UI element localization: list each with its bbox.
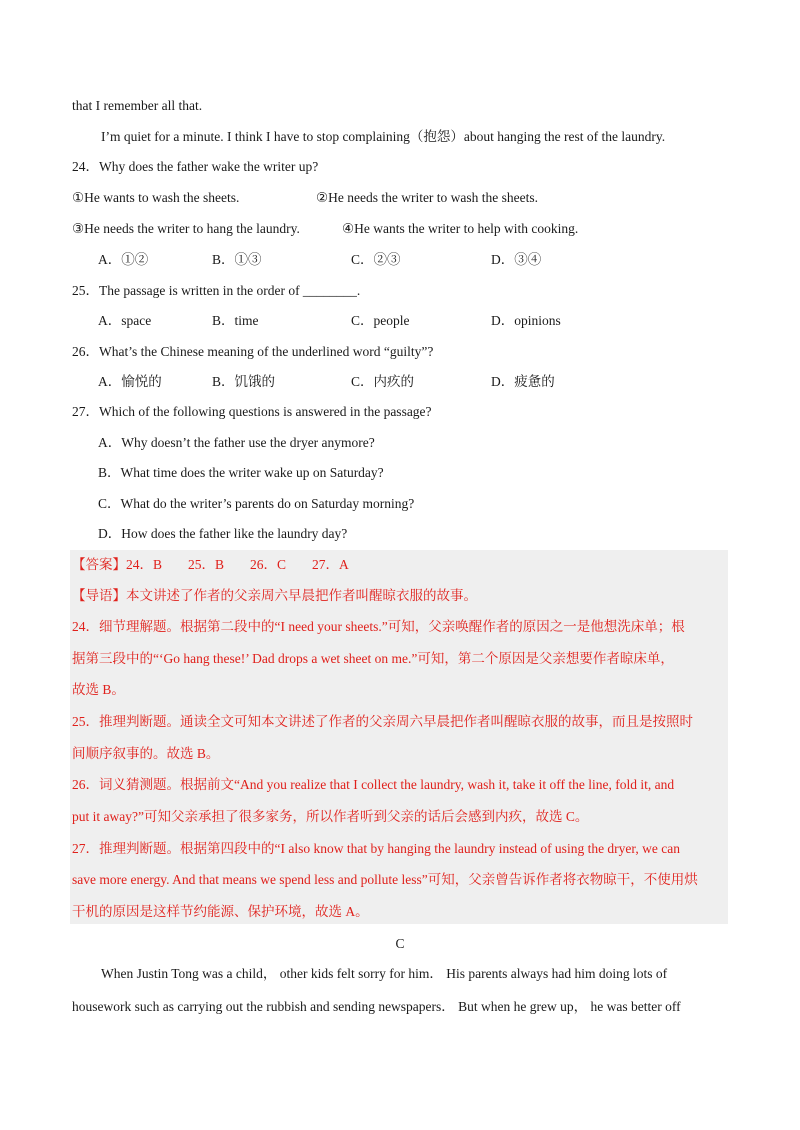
explanation-26-line-1: 26．词义猜测题。根据前文“And you realize that I collect the laundry, wash it, take it off the line, fold it, and — [72, 777, 675, 792]
answer-27: 27．A — [312, 557, 349, 572]
explanation-25-line-1: 25．推理判断题。通读全文可知本文讲述了作者的父亲周六早晨把作者叫醒晾衣服的故事，而且是按照时 — [72, 714, 693, 729]
answer-25: 25．B — [188, 557, 225, 572]
guide-text: 本文讲述了作者的父亲周六早晨把作者叫醒晾衣服的故事。 — [126, 588, 477, 603]
section-heading: C — [395, 936, 405, 951]
q27-option-d: D．How does the father like the laundry day? — [98, 526, 348, 541]
passage-line-1: When Justin Tong was a child， other kids felt sorry for him． His parents always had him doing lots of — [101, 966, 668, 981]
q27-option-c: C．What do the writer’s parents do on Saturday morning? — [98, 496, 415, 511]
q27-option-a: A．Why doesn’t the father use the dryer anymore? — [98, 435, 375, 450]
explanation-27-line-1: 27．推理判断题。根据第四段中的“I also know that by hanging the laundry instead of using the dryer, we can — [72, 841, 680, 856]
q25-option-d: D．opinions — [491, 313, 561, 328]
guide-label: 【导语】 — [72, 588, 126, 603]
q25-option-c: C．people — [351, 313, 410, 328]
q24-option-d: D．③④ — [491, 252, 542, 267]
q26-option-b: B．饥饿的 — [212, 374, 276, 389]
explanation-25-line-2: 间顺序叙事的。故选 B。 — [72, 746, 220, 761]
statement-3: ③He needs the writer to hang the laundry. — [72, 221, 300, 236]
explanation-27-line-3: 干机的原因是这样节约能源、保护环境，故选 A。 — [72, 904, 369, 919]
intro-line-1: that I remember all that. — [72, 98, 203, 113]
guide-line — [72, 587, 477, 605]
statement-1: ①He wants to wash the sheets. — [72, 190, 240, 205]
explanation-24-line-1: 24．细节理解题。根据第二段中的“I need your sheets.”可知，父亲唤醒作者的原因之一是他想洗床单；根 — [72, 619, 685, 634]
answer-line — [72, 556, 349, 574]
q24-option-a: A．①② — [98, 252, 149, 267]
q24-option-b: B．①③ — [212, 252, 262, 267]
passage-line-2: housework such as carrying out the rubbish and sending newspapers． But when he grew up， he was better off — [72, 999, 681, 1014]
question-25: 25．The passage is written in the order of ________. — [72, 283, 361, 298]
question-27: 27．Which of the following questions is answered in the passage? — [72, 404, 432, 419]
q24-option-c: C．②③ — [351, 252, 401, 267]
q26-option-d: D．疲惫的 — [491, 374, 555, 389]
q27-option-b: B．What time does the writer wake up on Saturday? — [98, 465, 384, 480]
question-24: 24．Why does the father wake the writer up? — [72, 159, 319, 174]
explanation-27-line-2: save more energy. And that means we spend less and pollute less”可知，父亲曾告诉作者将衣物晾干，不使用烘 — [72, 872, 698, 887]
q26-option-a: A．愉悦的 — [98, 374, 162, 389]
question-26: 26．What’s the Chinese meaning of the underlined word “guilty”? — [72, 344, 434, 359]
answer-24: 24．B — [126, 557, 163, 572]
statement-2: ②He needs the writer to wash the sheets. — [316, 190, 539, 205]
answer-explanation-box — [70, 550, 728, 924]
intro-line-2: I’m quiet for a minute. I think I have to stop complaining（抱怨）about hanging the rest of the laundry. — [101, 129, 666, 144]
explanation-26-line-2: put it away?”可知父亲承担了很多家务，所以作者听到父亲的话后会感到内疚，故选 C。 — [72, 809, 589, 824]
explanation-24-line-3: 故选 B。 — [72, 682, 125, 697]
q25-option-a: A．space — [98, 313, 152, 328]
statement-4: ④He wants the writer to help with cooking. — [342, 221, 579, 236]
explanation-24-line-2: 据第三段中的“‘Go hang these!’ Dad drops a wet sheet on me.”可知，第二个原因是父亲想要作者晾床单， — [72, 651, 674, 666]
answer-26: 26．C — [250, 557, 287, 572]
answer-label: 【答案】 — [72, 557, 126, 572]
q26-option-c: C．内疚的 — [351, 374, 415, 389]
q25-option-b: B．time — [212, 313, 259, 328]
